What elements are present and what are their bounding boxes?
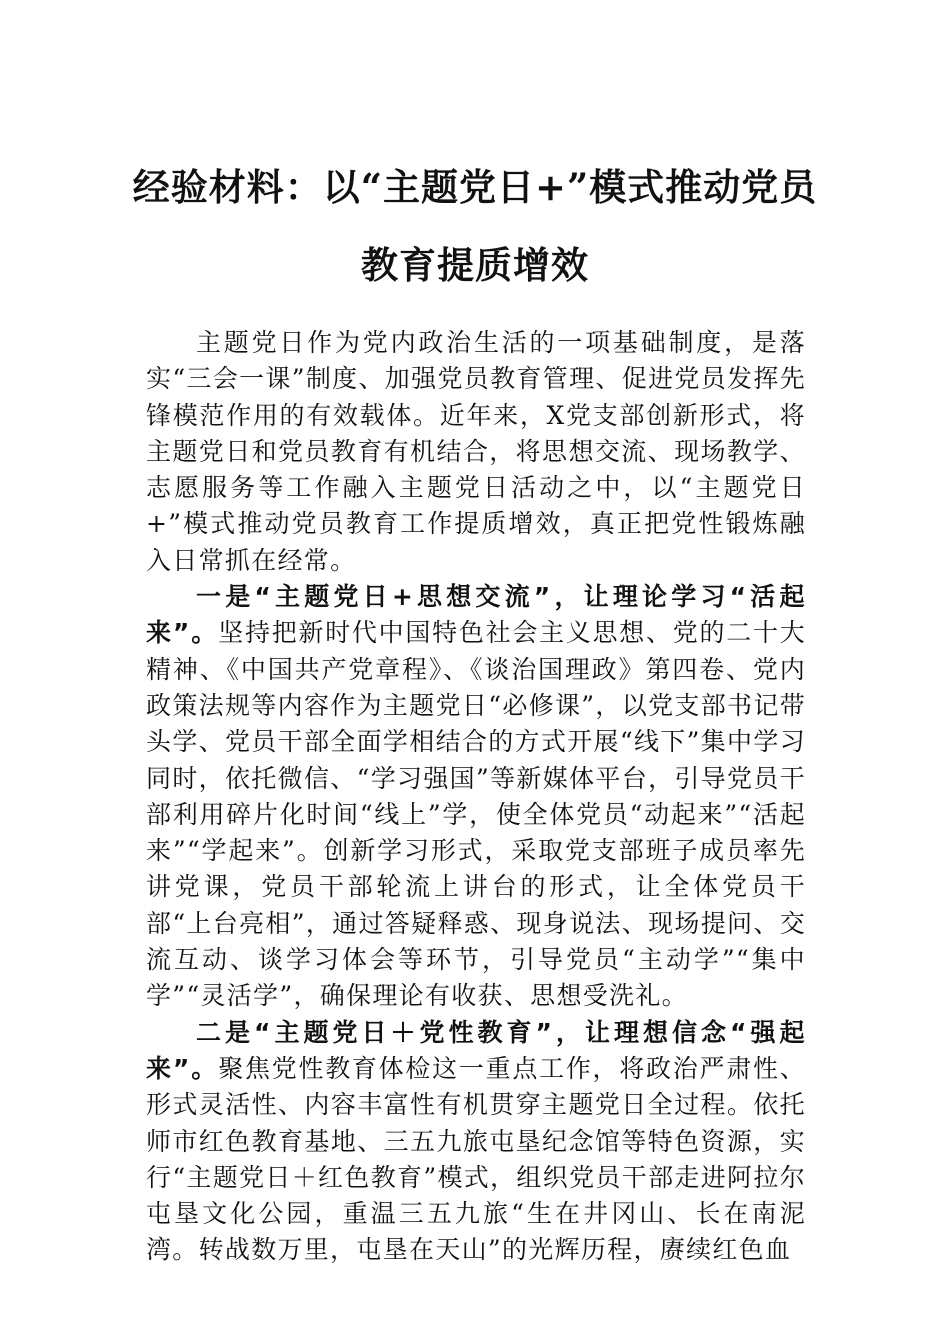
paragraph-one bbox=[146, 579, 806, 1015]
paragraph-heading: 二是“主题党日＋党性教育”，让理想信念“强起来”。 bbox=[146, 1017, 806, 1083]
document-title: 经验材料：以“主题党日+”模式推动党员教育提质增效 bbox=[132, 165, 818, 287]
paragraph-text: 坚持把新时代中国特色社会主义思想、党的二十大精神、《中国共产党章程》、《谈治国理政》第四卷、党内政策法规等内容作为主题党日“必修课”，以党支部书记带头学、党员干部全面学相结合的方式开展“线下”集中学习同时，依托微信、“学习强国”等新媒体平台，引导党员干部利用碎片化时间“线上”学，使全体党员“动起来”“活起来”“学起来”。创新学习形式，采取党支部班子成员率先讲党课，党员干部轮流上讲台的形式，让全体党员干部“上台亮相”，通过答疑释惑、现身说法、现场提问、交流互动、谈学习体会等环节，引导党员“主动学”“集中学”“灵活学”，确保理论有收获、思想受洗礼。 bbox=[146, 618, 806, 1011]
document-body bbox=[146, 325, 806, 1269]
paragraph-heading: 一是“主题党日+思想交流”，让理论学习“活起来”。 bbox=[146, 582, 806, 648]
paragraph-intro bbox=[146, 325, 806, 579]
paragraph-text: 主题党日作为党内政治生活的一项基础制度，是落实“三会一课”制度、加强党员教育管理、促进党员发挥先锋模范作用的有效载体。近年来，X党支部创新形式，将主题党日和党员教育有机结合，将思想交流、现场教学、志愿服务等工作融入主题党日活动之中，以“主题党日+”模式推动党员教育工作提质增效，真正把党性锻炼融入日常抓在经常。 bbox=[146, 328, 806, 575]
paragraph-two bbox=[146, 1015, 806, 1269]
paragraph-text: 聚焦党性教育体检这一重点工作，将政治严肃性、形式灵活性、内容丰富性有机贯穿主题党日全过程。依托师市红色教育基地、三五九旅屯垦纪念馆等特色资源，实行“主题党日＋红色教育”模式，组织党员干部走进阿拉尔屯垦文化公园，重温三五九旅“生在井冈山、长在南泥湾。转战数万里，屯垦在天山”的光辉历程，赓续红色血 bbox=[146, 1053, 806, 1265]
